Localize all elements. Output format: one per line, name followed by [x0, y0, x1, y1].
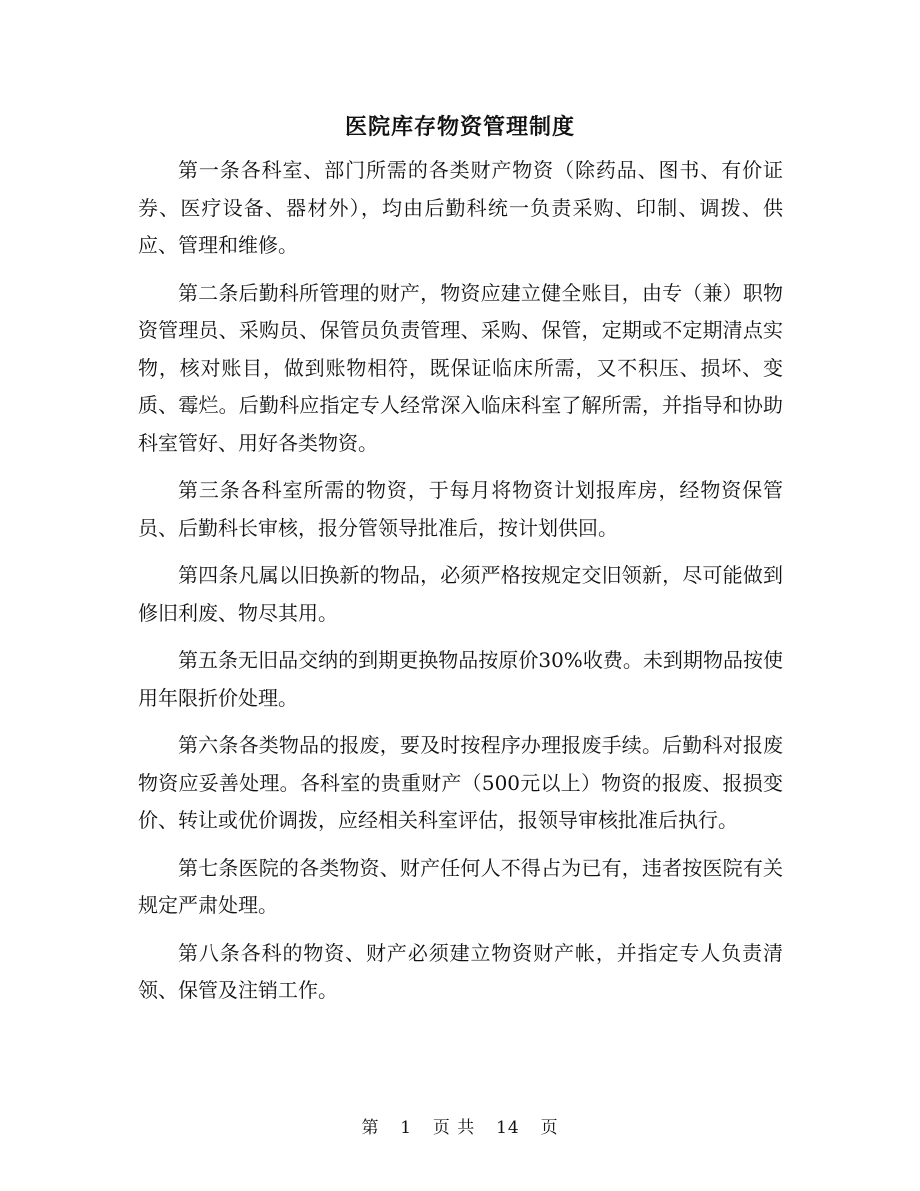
- article-6: 第六条各类物品的报废，要及时按程序办理报废手续。后勤科对报废物资应妥善处理。各科室的贵重财产（500元以上）物资的报废、报损变价、转让或优价调拨，应经相关科室评估，报领导审核批准后执行。: [138, 733, 783, 832]
- article-3: 第三条各科室所需的物资，于每月将物资计划报库房，经物资保管员、后勤科长审核，报分管领导批准后，按计划供回。: [138, 478, 783, 540]
- article-7: 第七条医院的各类物资、财产任何人不得占为已有，违者按医院有关规定严肃处理。: [138, 855, 783, 917]
- document-body: [138, 152, 783, 1020]
- article-1: 第一条各科室、部门所需的各类财产物资（除药品、图书、有价证券、医疗设备、器材外），均由后勤科统一负责采购、印制、调拨、供应、管理和维修。: [138, 158, 783, 257]
- page-title: 医院库存物资管理制度: [344, 114, 575, 140]
- page-label-prefix: 第: [361, 1118, 380, 1138]
- page-label-suffix: 页: [540, 1118, 559, 1138]
- article-5: 第五条无旧品交纳的到期更换物品按原价30%收费。未到期物品按使用年限折价处理。: [138, 648, 783, 710]
- current-page-number: 1: [400, 1118, 413, 1138]
- total-pages-number: 14: [496, 1118, 520, 1138]
- article-4: 第四条凡属以旧换新的物品，必须严格按规定交旧领新，尽可能做到修旧利废、物尽其用。: [138, 563, 783, 625]
- article-8: 第八条各科的物资、财产必须建立物资财产帐，并指定专人负责清领、保管及注销工作。: [138, 940, 783, 1002]
- article-2: 第二条后勤科所管理的财产，物资应建立健全账目，由专（兼）职物资管理员、采购员、保管员负责管理、采购、保管，定期或不定期清点实物，核对账目，做到账物相符，既保证临床所需，又不积压、损坏、变质、霉烂。后勤科应指定专人经常深入临床科室了解所需，并指导和协助科室管好、用好各类物资。: [138, 280, 783, 455]
- page-footer: [0, 1113, 920, 1138]
- page-label-mid: 页 共: [432, 1118, 476, 1138]
